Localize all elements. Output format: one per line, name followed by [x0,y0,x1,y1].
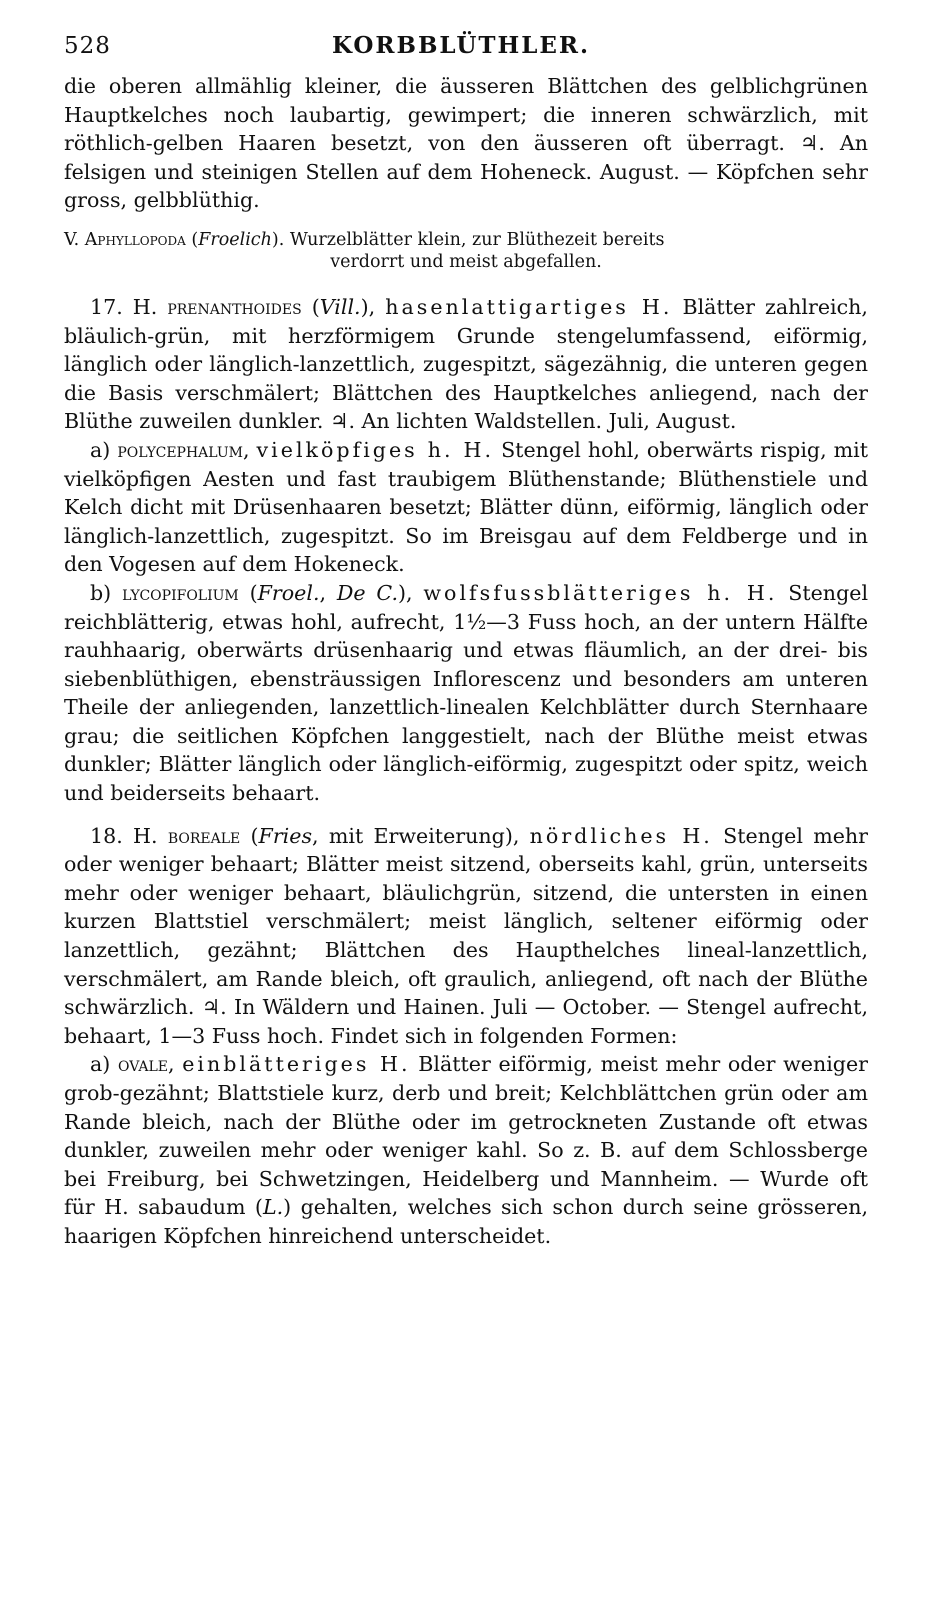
variety-author-2: De C. [336,580,398,605]
species-18-name: boreale [167,823,241,848]
page-number: 528 [64,33,111,59]
variety-common-name: wolfsfussblätteriges h. H. [423,580,778,605]
species-18-author: Fries [258,823,313,848]
variety-description: Stengel hohl, oberwärts rispig, mit vielköpfigen Aesten und fast traubigem Blüthenstande; Blüthenstiele und Kelch dicht mit Drüsenhaaren besetzt; Blätter dünn, eiförmig, länglich oder länglich-lanzettlich, zugespitzt. So im Breisgau auf dem Feldberge und in den Vogesen auf dem Hokeneck. [64,437,869,577]
page-body [64,72,868,1251]
variety-description-start: Blätter eiförmig, meist mehr oder weniger grob-gezähnt; Blattstiele kurz, derb und breit; Kelchblättchen grün oder am Rande bleich, nach der Blüthe oder im getrockneten Zustande oft etwas dunkler, zuweilen mehr oder weniger kahl. So z. B. auf dem Schlossberge bei Freiburg, bei Schwetzingen, Heidelberg und Mannheim. — Wurde oft für H. sabaudum ( [64,1052,869,1220]
species-18-common-name: nördliches H. [529,823,713,848]
species-18-author-note: mit Erweiterung [328,823,505,848]
variety-name: lycopifolium [122,580,239,605]
species-17-paragraph: 17. H. prenanthoides (Vill.), hasenlattigartiges H. Blätter zahlreich, bläulich-grün, mit herzförmigem Grunde stengelumfassend, eiförmig, länglich oder länglich-lanzettlich, zugespitzt, sägezähnig, die unteren gegen die Basis verschmälert; Blättchen des Hauptkelches anliegend, nach der Blüthe zuweilen dunkler. ♃. An lichten Waldstellen. Juli, August. [64,294,868,434]
section-author: Froelich [198,229,272,250]
species-17-variety-a: a) polycephalum, vielköpfiges h. H. Stengel hohl, oberwärts rispig, mit vielköpfigen Aesten und fast traubigem Blüthenstande; Blüthenstiele und Kelch dicht mit Drüsenhaaren besetzt; Blätter dünn, eiförmig, länglich oder länglich-lanzettlich, zugespitzt. So im Breisgau auf dem Feldberge und in den Vogesen auf dem Hokeneck. [64,437,869,577]
variety-name: polycephalum [117,437,243,462]
species-17-variety-b: b) lycopifolium (Froel., De C.), wolfsfussblätteriges h. H. Stengel reichblätterig, etwas hohl, aufrecht, 1½—3 Fuss hoch, an der untern Hälfte rauhhaarig, oberwärts drüsenhaarig und etwas fläumlich, an der drei- bis siebenblüthigen, ebensträussigen Inflorescenz und besonders am unteren Theile der anliegenden, lanzettlich-linealen Kelchblätter durch Sternhaare grau; die seitlichen Köpfchen langgestielt, nach der Blüthe meist etwas dunkler; Blätter länglich oder länglich-eiförmig, zugespitzt oder spitz, weich und beiderseits behaart. [64,580,869,806]
variety-description: Stengel reichblätterig, etwas hohl, aufrecht, 1½—3 Fuss hoch, an der untern Hälfte rauhhaarig, oberwärts drüsenhaarig und etwas fläumlich, an der drei- bis siebenblüthigen, ebensträussigen Inflorescenz und besonders am unteren Theile der anliegenden, lanzettlich-linealen Kelchblätter durch Sternhaare grau; die seitlichen Köpfchen langgestielt, nach der Blüthe meist etwas dunkler; Blätter länglich oder länglich-eiförmig, zugespitzt oder spitz, weich und beiderseits behaart. [64,580,869,806]
variety-name: ovale [117,1052,168,1077]
section-description-line2: verdorrt und meist abgefallen. [330,251,602,272]
running-head [64,32,868,72]
species-18-variety-a: a) ovale, einblätteriges H. Blätter eiförmig, meist mehr oder weniger grob-gezähnt; Blattstiele kurz, derb und breit; Kelchblättchen grün oder am Rande bleich, nach der Blüthe oder im getrockneten Zustande oft etwas dunkler, zuweilen mehr oder weniger kahl. So z. B. auf dem Schlossberge bei Freiburg, bei Schwetzingen, Heidelberg und Mannheim. — Wurde oft für H. sabaudum (L.) gehalten, welches sich schon durch seine grösseren, haarigen Köpfchen hinreichend unterscheidet. [64,1052,869,1248]
section-numeral: V. [64,229,80,250]
book-page [64,32,868,1251]
variety-author-1: Froel. [257,580,320,605]
variety-label: a) [90,1052,111,1077]
intro-paragraph: die oberen allmählig kleiner, die äusseren Blättchen des gelblichgrünen Hauptkelches noch laubartig, gewimpert; die inneren schwärzlich, mit röthlich-gelben Haaren besetzt, von den äusseren oft überragt. ♃. An felsigen und steinigen Stellen auf dem Hoheneck. August. — Köpfchen sehr gross, gelbblüthig. [64,74,868,213]
species-18-number: 18. H. [90,823,158,848]
variety-common-name: vielköpfiges h. H. [256,437,495,462]
variety-common-name: einblätteriges H. [182,1052,411,1077]
page-title: KORBBLÜTHLER. [332,32,591,59]
section-heading-v [64,229,868,273]
section-description-line1: ). Wurzelblätter klein, zur Blüthezeit bereits [271,229,665,250]
species-17-name: prenanthoides [167,294,302,319]
species-17-description: Blätter zahlreich, bläulich-grün, mit herzförmigem Grunde stengelumfassend, eiförmig, länglich oder länglich-lanzettlich, zugespitzt, sägezähnig, die unteren gegen die Basis verschmälert; Blättchen des Hauptkelches anliegend, nach der Blüthe zuweilen dunkler. ♃. An lichten Waldstellen. Juli, August. [64,294,868,434]
species-17-common-name: hasenlattigartiges H. [385,294,673,319]
species-17-author: Vill. [319,294,361,319]
variety-label: b) [90,580,112,605]
species-18-description: Stengel mehr oder weniger behaart; Blätter meist sitzend, oberseits kahl, grün, unterseits mehr oder weniger behaart, bläulichgrün, sitzend, die untersten in einen kurzen Blattstiel verschmälert; meist länglich, seltener eiförmig oder lanzettlich, gezähnt; Blättchen des Haupthelches lineal-lanzettlich, verschmälert, am Rande bleich, oft graulich, anliegend, oft nach der Blüthe schwärzlich. ♃. In Wäldern und Hainen. Juli — October. — Stengel aufrecht, behaart, 1—3 Fuss hoch. Findet sich in folgenden Formen: [64,823,869,1048]
variety-label: a) [90,437,111,462]
section-heading-line1: V. Aphyllopoda (Froelich). Wurzelblätter klein, zur Blüthezeit bereits [64,229,665,250]
species-18-paragraph: 18. H. boreale (Fries, mit Erweiterung), nördliches H. Stengel mehr oder weniger behaart; Blätter meist sitzend, oberseits kahl, grün, unterseits mehr oder weniger behaart, bläulichgrün, sitzend, die untersten in einen kurzen Blattstiel verschmälert; meist länglich, seltener eiförmig oder lanzettlich, gezähnt; Blättchen des Haupthelches lineal-lanzettlich, verschmälert, am Rande bleich, oft graulich, anliegend, oft nach der Blüthe schwärzlich. ♃. In Wäldern und Hainen. Juli — October. — Stengel aufrecht, behaart, 1—3 Fuss hoch. Findet sich in folgenden Formen: [64,823,869,1048]
species-17-number: 17. H. [90,294,158,319]
variety-description-end: ) gehalten, welches sich schon durch seine grösseren, haarigen Köpfchen hinreichend unterscheidet. [64,1195,868,1248]
section-name: Aphyllopoda [84,229,186,250]
variety-author: L. [262,1195,284,1220]
paragraph-gap [64,808,868,822]
